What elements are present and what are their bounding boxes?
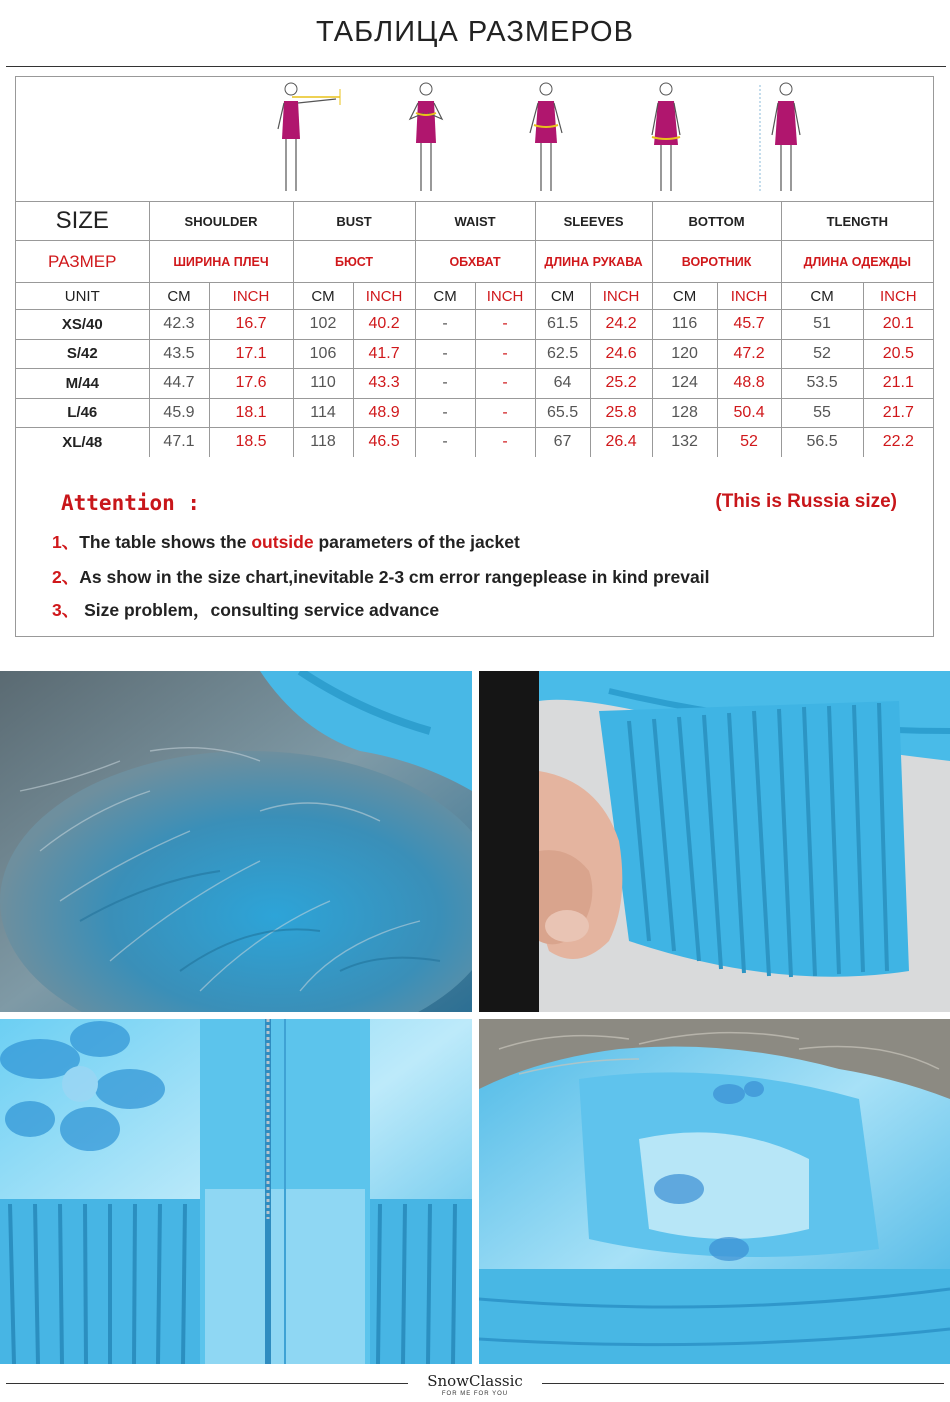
value-cell: 51: [781, 310, 863, 340]
column-header-bust-ru: БЮСТ: [293, 241, 415, 283]
value-cell: 25.8: [590, 398, 652, 428]
value-cell: 18.5: [209, 428, 293, 457]
unit-cm: CM: [781, 283, 863, 310]
column-header-sleeves: SLEEVES: [535, 202, 652, 241]
value-cell: 24.2: [590, 310, 652, 340]
header-row-ru: [16, 241, 933, 283]
shoulder-figure-icon: [266, 79, 346, 197]
value-cell: -: [475, 369, 535, 399]
note-highlight: outside: [251, 532, 314, 552]
size-chart: [15, 76, 934, 637]
unit-inch: INCH: [590, 283, 652, 310]
table-row: [16, 339, 933, 369]
value-cell: 43.3: [353, 369, 415, 399]
note-text: parameters of the jacket: [313, 532, 520, 552]
value-cell: 44.7: [149, 369, 209, 399]
unit-cm: CM: [652, 283, 717, 310]
note-text: Size problem，consulting service advance: [79, 600, 440, 620]
size-header: SIZE: [16, 202, 149, 241]
table-row: [16, 428, 933, 457]
value-cell: -: [415, 369, 475, 399]
value-cell: 120: [652, 339, 717, 369]
page-title: ТАБЛИЦА РАЗМЕРОВ: [316, 16, 634, 48]
value-cell: -: [415, 428, 475, 457]
column-header-waist: WAIST: [415, 202, 535, 241]
size-cell: S/42: [16, 339, 149, 369]
value-cell: 106: [293, 339, 353, 369]
column-header-shoulder-ru: ШИРИНА ПЛЕЧ: [149, 241, 293, 283]
note-text: The table shows the: [79, 532, 252, 552]
value-cell: -: [475, 428, 535, 457]
note-item-2: [52, 564, 709, 589]
note-number: 2、: [52, 567, 80, 587]
column-header-tlength: TLENGTH: [781, 202, 933, 241]
table-row: [16, 310, 933, 340]
unit-inch: INCH: [209, 283, 293, 310]
value-cell: -: [475, 339, 535, 369]
column-header-tlength-ru: ДЛИНА ОДЕЖДЫ: [781, 241, 933, 283]
value-cell: 118: [293, 428, 353, 457]
value-cell: 24.6: [590, 339, 652, 369]
size-cell: XS/40: [16, 310, 149, 340]
value-cell: -: [475, 310, 535, 340]
value-cell: 45.7: [717, 310, 781, 340]
value-cell: 114: [293, 398, 353, 428]
length-figure-icon: [746, 79, 826, 197]
header-row-en: [16, 202, 933, 241]
column-header-sleeves-ru: ДЛИНА РУКАВА: [535, 241, 652, 283]
attention-heading: Attention :: [61, 491, 201, 515]
value-cell: 124: [652, 369, 717, 399]
unit-cm: CM: [293, 283, 353, 310]
value-cell: 110: [293, 369, 353, 399]
size-cell: XL/48: [16, 428, 149, 457]
bust-figure-icon: [386, 79, 466, 197]
value-cell: 128: [652, 398, 717, 428]
column-header-bust: BUST: [293, 202, 415, 241]
value-cell: 67: [535, 428, 590, 457]
value-cell: 17.6: [209, 369, 293, 399]
value-cell: 48.8: [717, 369, 781, 399]
value-cell: -: [415, 339, 475, 369]
value-cell: 21.1: [863, 369, 933, 399]
column-header-bottom: BOTTOM: [652, 202, 781, 241]
value-cell: 53.5: [781, 369, 863, 399]
value-cell: 41.7: [353, 339, 415, 369]
note-item-3: [52, 597, 439, 622]
brand-logo: SnowClassic: [427, 1372, 523, 1390]
value-cell: 18.1: [209, 398, 293, 428]
unit-row: [16, 283, 933, 310]
value-cell: -: [415, 310, 475, 340]
value-cell: -: [415, 398, 475, 428]
value-cell: 62.5: [535, 339, 590, 369]
value-cell: 50.4: [717, 398, 781, 428]
value-cell: 47.2: [717, 339, 781, 369]
unit-cm: CM: [415, 283, 475, 310]
unit-inch: INCH: [475, 283, 535, 310]
unit-label: UNIT: [16, 283, 149, 310]
measurement-figures: [16, 77, 933, 202]
note-item-1: [52, 529, 520, 554]
value-cell: 42.3: [149, 310, 209, 340]
value-cell: 43.5: [149, 339, 209, 369]
value-cell: 64: [535, 369, 590, 399]
note-number: 1、: [52, 532, 80, 552]
value-cell: 40.2: [353, 310, 415, 340]
footer-rule-left: [6, 1383, 408, 1384]
value-cell: 116: [652, 310, 717, 340]
value-cell: 52: [781, 339, 863, 369]
bottom-figure-icon: [626, 79, 706, 197]
value-cell: 55: [781, 398, 863, 428]
value-cell: 47.1: [149, 428, 209, 457]
value-cell: 20.1: [863, 310, 933, 340]
knit-cuff-detail-photo: [479, 671, 950, 1012]
value-cell: -: [475, 398, 535, 428]
value-cell: 20.5: [863, 339, 933, 369]
unit-cm: CM: [149, 283, 209, 310]
value-cell: 48.9: [353, 398, 415, 428]
value-cell: 45.9: [149, 398, 209, 428]
russia-size-note: (This is Russia size): [715, 491, 897, 512]
value-cell: 56.5: [781, 428, 863, 457]
value-cell: 65.5: [535, 398, 590, 428]
value-cell: 16.7: [209, 310, 293, 340]
title-divider: [6, 66, 946, 67]
size-cell: M/44: [16, 369, 149, 399]
waist-figure-icon: [506, 79, 586, 197]
value-cell: 21.7: [863, 398, 933, 428]
note-text: As show in the size chart,inevitable 2-3 cm error rangeplease in kind prevail: [79, 567, 710, 587]
size-header-ru: РАЗМЕР: [16, 241, 149, 283]
value-cell: 25.2: [590, 369, 652, 399]
table-row: [16, 398, 933, 428]
unit-inch: INCH: [717, 283, 781, 310]
table-row: [16, 369, 933, 399]
column-header-waist-ru: ОБХВАТ: [415, 241, 535, 283]
footer-rule-right: [542, 1383, 944, 1384]
zipper-waistband-detail-photo: [0, 1019, 472, 1364]
unit-inch: INCH: [863, 283, 933, 310]
column-header-bottom-ru: ВОРОТНИК: [652, 241, 781, 283]
value-cell: 26.4: [590, 428, 652, 457]
value-cell: 132: [652, 428, 717, 457]
value-cell: 102: [293, 310, 353, 340]
size-table: [16, 201, 933, 457]
value-cell: 22.2: [863, 428, 933, 457]
note-number: 3、: [52, 600, 80, 620]
brand-tagline: FOR ME FOR YOU: [441, 1391, 509, 1397]
unit-cm: CM: [535, 283, 590, 310]
value-cell: 52: [717, 428, 781, 457]
value-cell: 46.5: [353, 428, 415, 457]
value-cell: 61.5: [535, 310, 590, 340]
unit-inch: INCH: [353, 283, 415, 310]
fur-hood-detail-photo: [0, 671, 472, 1012]
value-cell: 17.1: [209, 339, 293, 369]
size-cell: L/46: [16, 398, 149, 428]
hood-back-detail-photo: [479, 1019, 950, 1364]
column-header-shoulder: SHOULDER: [149, 202, 293, 241]
